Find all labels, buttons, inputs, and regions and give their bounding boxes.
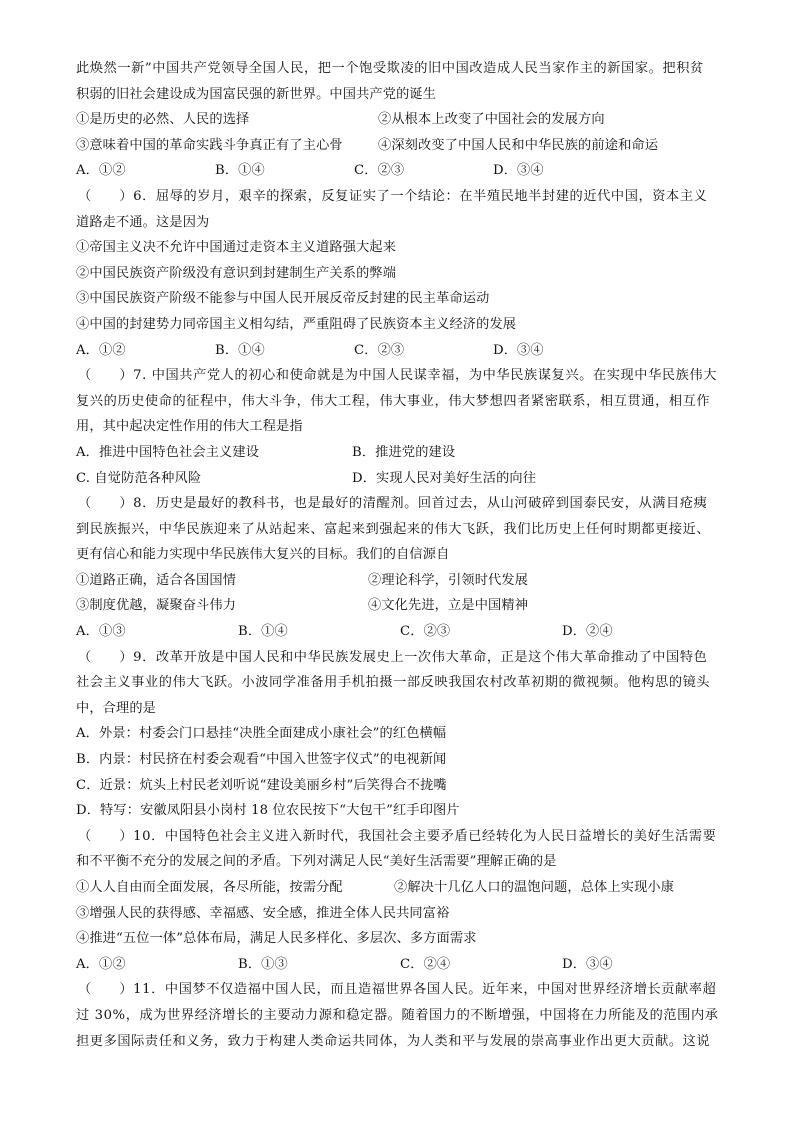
q6-options-row bbox=[76, 338, 726, 364]
q7-options-row bbox=[76, 440, 726, 466]
q9-option: D．特写：安徽凤阳县小岗村 18 位农民按下“大包干”红手印图片 bbox=[76, 803, 460, 819]
q8-stem-line: 更有信心和能力实现中华民族伟大复兴的目标。我们的自信源自 bbox=[76, 547, 450, 563]
q6-option: D．③④ bbox=[493, 342, 544, 358]
q7-option: A．推进中国特色社会主义建设 bbox=[76, 444, 260, 460]
q5-item: ③意味着中国的革命实践斗争真正有了主心骨 bbox=[76, 137, 343, 153]
q5-item: ①是历史的必然、人民的选择 bbox=[76, 112, 250, 128]
q10-option: D．③④ bbox=[562, 956, 613, 972]
q5-stem-line: 此焕然一新”中国共产党领导全国人民，把一个饱受欺凌的旧中国改造成人民当家作主的新国家。把积贫 bbox=[76, 61, 704, 76]
q8-options-row bbox=[76, 619, 726, 645]
q6-stem-line: 道路走不通。这是因为 bbox=[76, 214, 210, 230]
q10-stem-line: （ ）10．中国特色社会主义进入新时代，我国社会主要矛盾已经转化为人民日益增长的美好生活需要 bbox=[78, 828, 717, 844]
q10-stem-line: 和不平衡不充分的发展之间的矛盾。下列对满足人民“美好生活需要”理解正确的是 bbox=[76, 854, 557, 870]
q8-items-row bbox=[76, 593, 726, 619]
q8-option: B．①④ bbox=[238, 624, 288, 640]
q8-item: ②理论科学，引领时代发展 bbox=[368, 572, 529, 588]
q7-option: C. 自觉防范各种风险 bbox=[76, 470, 202, 486]
q8-option: C．②③ bbox=[400, 624, 451, 640]
q6-option: A．①② bbox=[76, 342, 126, 358]
q6-item: ②中国民族资产阶级没有意识到封建制生产关系的弊端 bbox=[76, 265, 397, 281]
q5-stem-line: 积弱的旧社会建设成为国富民强的新世界。中国共产党的诞生 bbox=[76, 86, 437, 102]
q8-stem-line: 到民族振兴，中华民族迎来了从站起来、富起来到强起来的伟大飞跃，我们比历史上任何时期都更接近、 bbox=[76, 521, 711, 537]
q6-option: C．②③ bbox=[354, 342, 405, 358]
q10-item: ②解决十几亿人口的温饱问题，总体上实现小康 bbox=[394, 880, 675, 895]
q10-item: ④推进“五位一体”总体布局，满足人民多样化、多层次、多方面需求 bbox=[76, 931, 477, 947]
q8-item: ④文化先进，立是中国精神 bbox=[368, 598, 529, 614]
q8-stem-line: （ ）8．历史是最好的教科书，也是最好的清醒剂。回首过去，从山河破碎到国泰民安，从满目疮痍 bbox=[78, 496, 708, 512]
q5-item: ②从根本上改变了中国社会的发展方向 bbox=[378, 112, 605, 128]
q8-item: ③制度优越，凝聚奋斗伟力 bbox=[76, 598, 237, 614]
q10-option: C．②④ bbox=[400, 956, 451, 972]
q6-option: B．①④ bbox=[215, 342, 265, 358]
q10-item: ③增强人民的获得感、幸福感、安全感，推进全体人民共同富裕 bbox=[76, 905, 450, 921]
q10-item: ①人人自由而全面发展，各尽所能，按需分配 bbox=[76, 880, 343, 895]
q10-items-row bbox=[76, 875, 726, 901]
q5-option: D．③④ bbox=[493, 163, 544, 179]
q7-stem-line: （ ）7. 中国共产党人的初心和使命就是为中国人民谋幸福，为中华民族谋复兴。在实现中华民族伟大 bbox=[78, 368, 718, 384]
q5-item: ④深刻改变了中国人民和中华民族的前途和命运 bbox=[378, 137, 659, 153]
q8-items-row bbox=[76, 568, 726, 594]
exam-page bbox=[76, 56, 726, 1054]
q5-option: B．①④ bbox=[215, 163, 265, 179]
q8-option: D．②④ bbox=[562, 624, 613, 640]
q5-options-row bbox=[76, 158, 726, 184]
q9-option: C．近景：炕头上村民老刘听说“建设美丽乡村”后笑得合不拢嘴 bbox=[76, 777, 447, 793]
q6-item: ①帝国主义决不允许中国通过走资本主义道路强大起来 bbox=[76, 240, 397, 256]
q6-item: ③中国民族资产阶级不能参与中国人民开展反帝反封建的民主革命运动 bbox=[76, 291, 490, 307]
q8-item: ①道路正确，适合各国国情 bbox=[76, 572, 237, 588]
q6-stem-line: （ ）6．屈辱的岁月，艰辛的探索，反复证实了一个结论：在半殖民地半封建的近代中国，资本主义 bbox=[78, 188, 708, 204]
q11-stem-line: 过 30%，成为世界经济增长的主要动力源和稳定器。随着国力的不断增强，中国将在力所能及的范围内承 bbox=[76, 1007, 719, 1023]
q5-option: A．①② bbox=[76, 163, 126, 179]
q10-option: A．①② bbox=[76, 956, 126, 972]
q9-stem-line: 社会主义事业的伟大飞跃。小波同学准备用手机拍摄一部反映我国农村改革初期的微视频。他构思的镜头 bbox=[76, 675, 711, 691]
q7-options-row bbox=[76, 466, 726, 492]
q7-option: B．推进党的建设 bbox=[352, 444, 456, 460]
q7-stem-line: 用，其中起决定性作用的伟大工程是指 bbox=[76, 419, 303, 435]
q8-option: A．①③ bbox=[76, 624, 126, 640]
q7-stem-line: 复兴的历史使命的征程中，伟大斗争，伟大工程，伟大事业，伟大梦想四者紧密联系，相互贯通，相互作 bbox=[76, 393, 711, 409]
q9-stem-line: 中，合理的是 bbox=[76, 700, 157, 716]
q5-items-row bbox=[76, 107, 726, 133]
q10-options-row bbox=[76, 952, 726, 978]
q10-option: B．①③ bbox=[238, 956, 288, 972]
q5-option: C．②③ bbox=[354, 163, 405, 179]
q9-option: B．内景：村民挤在村委会观看“中国入世签字仪式”的电视新闻 bbox=[76, 752, 447, 768]
q6-item: ④中国的封建势力同帝国主义相勾结，严重阻碍了民族资本主义经济的发展 bbox=[76, 316, 517, 332]
q11-stem-line: （ ）11．中国梦不仅造福中国人民，而且造福世界各国人民。近年来，中国对世界经济增长贡献率超 bbox=[78, 982, 717, 998]
q5-items-row bbox=[76, 133, 726, 159]
q7-option: D．实现人民对美好生活的向往 bbox=[352, 470, 537, 486]
q9-stem-line: （ ）9．改革开放是中国人民和中华民族发展史上一次伟大革命，正是这个伟大革命推动了中国特色 bbox=[78, 649, 708, 665]
q9-option: A．外景：村委会门口悬挂“决胜全面建成小康社会”的红色横幅 bbox=[76, 726, 447, 742]
q11-stem-line: 担更多国际责任和义务，致力于构建人类命运共同体，为人类和平与发展的崇高事业作出更大贡献。这说 bbox=[76, 1033, 711, 1049]
